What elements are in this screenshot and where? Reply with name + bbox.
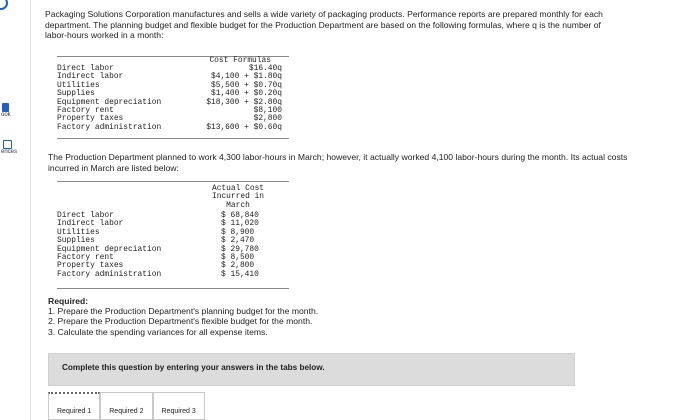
header-line: Actual Cost [211,184,265,193]
table-row-label: Utilities [57,227,100,237]
table-row-label: Indirect labor [57,72,124,82]
table-row-value: $ 2,800 [221,261,255,271]
table-row-label: Factory administration [57,269,162,279]
table-row-value: $1,400 + $0.20q [210,89,282,99]
required-section [48,296,318,337]
cost-formulas-labels [57,65,161,132]
table-row-value: $16.40q [248,64,282,73]
sidebar-item-ebook[interactable] [0,103,30,118]
table-row-value: $13,600 + $0.60q [206,122,282,132]
table-row-value: $2,800 [253,114,282,124]
table-row-label: Supplies [57,89,95,99]
table-row-value: $5,500 + $0.70q [210,80,282,90]
table-row-label: Factory administration [57,122,162,132]
table-row-value: $4,100 + $1.80q [210,72,282,82]
actual-costs-table [57,181,289,289]
required-title: Required: [48,296,89,306]
actual-costs-header [208,185,268,210]
table-row-value: $ 29,780 [221,244,259,254]
references-icon [3,140,12,149]
table-row-label: Equipment depreciation [57,97,162,107]
header-line: Incurred in [211,192,265,202]
table-row-value: $ 8,900 [221,227,255,237]
header-line: March [226,200,250,210]
table-row-value: $ 11,020 [221,219,259,229]
ring-icon [0,0,8,10]
table-row-value: $ 2,470 [221,236,255,246]
cost-formulas-values [206,65,282,132]
answer-tabs [48,392,205,420]
book-icon [2,103,9,112]
tab-required-2[interactable]: Required 2 [100,392,152,420]
tab-required-3[interactable]: Required 3 [153,392,205,420]
table-row-value: $18,300 + $2.80q [206,97,282,107]
sidebar [0,0,31,420]
table-row-value: $ 15,410 [221,269,259,279]
sidebar-item-label: ences [1,149,18,155]
table-row-label: Utilities [57,80,100,90]
actual-hours-paragraph: The Production Department planned to work 4,300 labor-hours in March; however, it actually worked 4,100 labor-hours during the month. Its actual costs incurred in March are listed below: [48,152,628,173]
table-row-label: Equipment depreciation [57,244,162,254]
actual-costs-labels [57,212,161,279]
table-row-value: $8,100 [253,106,282,116]
table-row-label: Factory rent [57,253,114,263]
table-row-value: $ 68,840 [221,211,259,220]
required-item: 3. Calculate the spending variances for all expense items. [48,326,268,337]
instruction-banner [48,353,575,386]
intro-paragraph: Packaging Solutions Corporation manufactures and sells a wide variety of packaging products. Performance reports are prepared monthly for each department. The planning budget and flexible budget for the Production Department are based on the following formulas, where q is the number of labor-hours worked in a month: [45,9,603,40]
sidebar-item-references[interactable] [0,140,30,155]
tab-required-1[interactable]: Required 1 [48,392,100,420]
actual-costs-values [221,212,259,279]
sidebar-item-label: ook [1,112,11,118]
cost-formulas-header: Cost Formulas [209,56,271,65]
required-item: 2. Prepare the Production Department's flexible budget for the month. [48,316,313,327]
table-row-value: $ 8,500 [221,253,255,263]
cost-formulas-table [57,56,289,139]
instruction-text: Complete this question by entering your answers in the tabs below. [62,363,325,372]
table-row-label: Property taxes [57,114,124,124]
table-row-label: Direct labor [57,64,114,73]
table-row-label: Direct labor [57,211,114,220]
table-row-label: Indirect labor [57,219,124,229]
table-row-label: Supplies [57,236,95,246]
table-row-label: Property taxes [57,261,124,271]
table-row-label: Factory rent [57,106,114,116]
required-item: 1. Prepare the Production Department's planning budget for the month. [48,306,319,317]
